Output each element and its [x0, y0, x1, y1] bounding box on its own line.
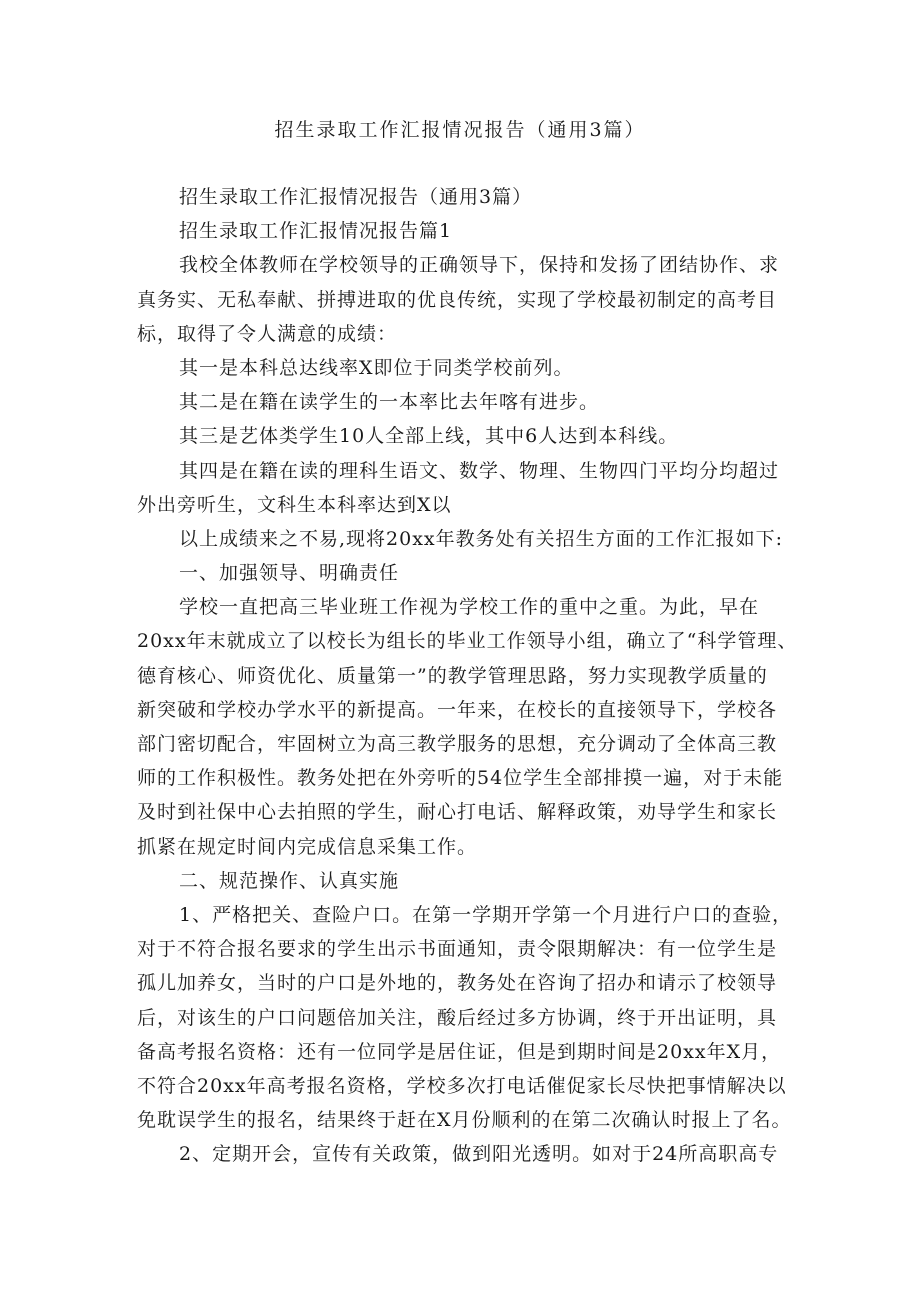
text-line: 20xx年末就成立了以校长为组长的毕业工作领导小组，确立了“科学管理、: [137, 630, 798, 653]
text-line: 1、严格把关、查险户口。在第一学期开学第一个月进行户口的查验，: [179, 903, 793, 926]
text-line: 以上成绩来之不易,现将20xx年教务处有关招生方面的工作汇报如下:: [179, 527, 784, 550]
text-line: 学校一直把高三毕业班工作视为学校工作的重中之重。为此，早在: [179, 596, 760, 619]
text-line: 及时到社保中心去拍照的学生，耐心打电话、解释政策，劝导学生和家长: [137, 801, 778, 824]
text-line: 其二是在籍在读学生的一本率比去年喀有进步。: [179, 391, 600, 414]
text-line: 其四是在籍在读的理科生语文、数学、物理、生物四门平均分均超过: [179, 459, 780, 482]
text-line: 招生录取工作汇报情况报告篇1: [179, 220, 453, 243]
text-line: 对于不符合报名要求的学生出示书面通知，责令限期解决：有一位学生是: [137, 938, 778, 961]
text-line: 不符合20xx年高考报名资格，学校多次打电话催促家长尽快把事情解决以: [137, 1074, 787, 1097]
document-title: 招生录取工作汇报情况报告（通用3篇）: [274, 119, 646, 141]
text-line: 我校全体教师在学校领导的正确领导下，保持和发扬了团结协作、求: [179, 254, 780, 277]
text-line: 新突破和学校办学水平的新提高。一年来，在校长的直接领导下，学校各: [137, 698, 778, 721]
text-line: 其一是本科总达线率X即位于同类学校前列。: [179, 356, 574, 379]
text-line: 抓紧在规定时间内完成信息采集工作。: [137, 835, 478, 858]
text-line: 德育核心、师资优化、质量第一”的教学管理思路，努力实现教学质量的: [137, 664, 768, 687]
text-line: 后，对该生的户口问题倍加关注，酸后经过多方协调，终于开出证明，具: [137, 1006, 778, 1029]
text-line: 孤儿加养女，当时的户口是外地的，教务处在咨询了招办和请示了校领导: [137, 972, 778, 995]
text-line: 一、加强领导、明确责任: [179, 562, 400, 585]
text-line: 外出旁听生，文科生本科率达到X以: [137, 493, 452, 516]
text-line: 二、规范操作、认真实施: [179, 869, 400, 892]
text-line: 真务实、无私奉献、拼搏进取的优良传统，实现了学校最初制定的高考目: [137, 288, 778, 311]
text-line: 2、定期开会，宣传有关政策，做到阳光透明。如对于24所高职高专: [179, 1143, 779, 1166]
text-line: 其三是艺体类学生10人全部上线，其中6人达到本科线。: [179, 425, 679, 448]
text-line: 备高考报名资格：还有一位同学是居住证，但是到期时间是20xx年X月，: [137, 1040, 782, 1063]
text-line: 免耽误学生的报名，结果终于赶在X月份顺利的在第二次确认时报上了名。: [137, 1109, 792, 1132]
text-line: 标，取得了令人满意的成绩：: [137, 322, 398, 345]
document-body: [137, 180, 798, 1171]
text-line: 招生录取工作汇报情况报告（通用3篇）: [179, 186, 533, 208]
text-line: 部门密切配合，牢固树立为高三教学服务的思想，充分调动了全体高三教: [137, 733, 778, 755]
text-line: 师的工作积极性。教务处把在外旁听的54位学生全部排摸一遍，对于未能: [137, 767, 784, 790]
